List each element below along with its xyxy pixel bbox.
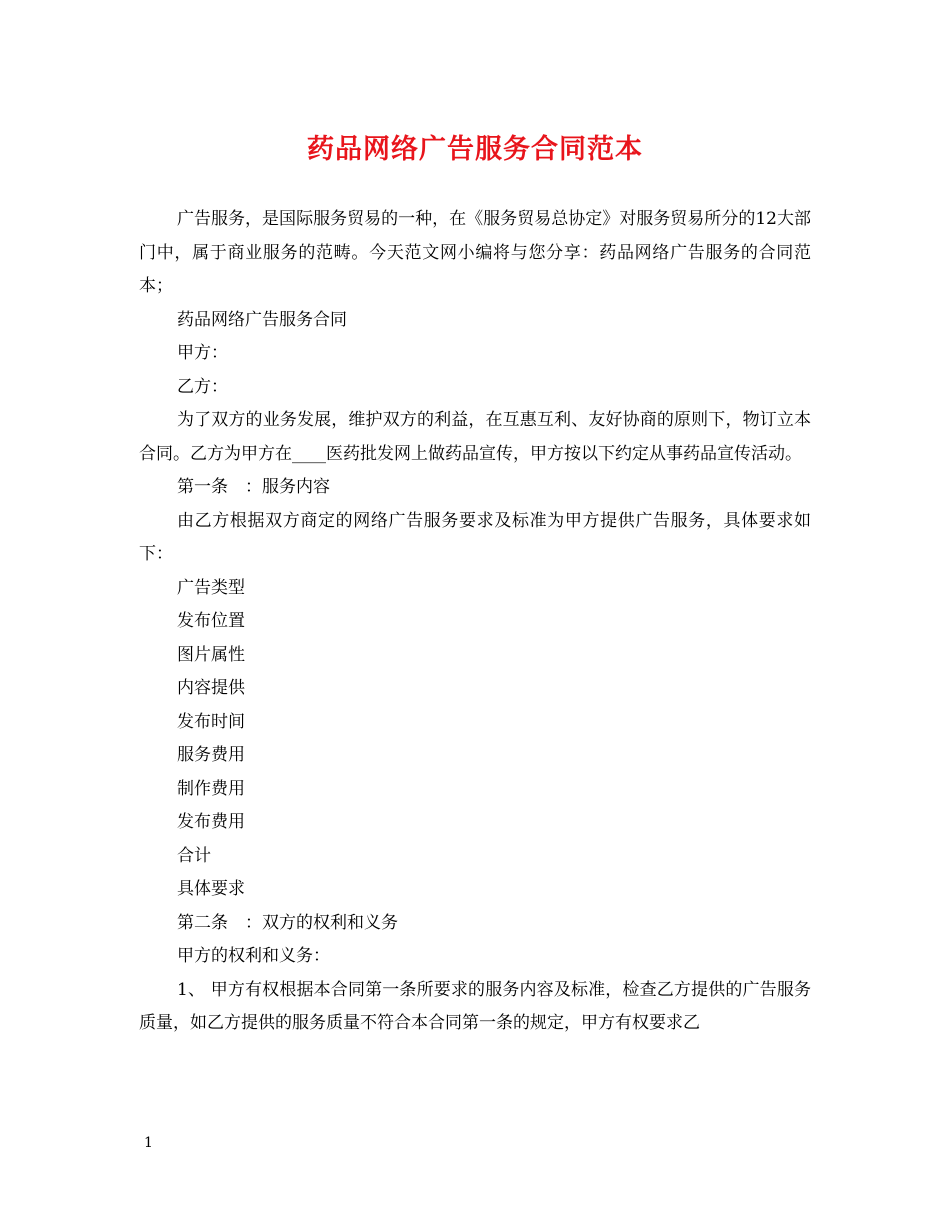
list-item: 内容提供 [177, 678, 245, 698]
article-1-heading: 第一条 ：服务内容 [177, 477, 330, 497]
paragraph-party-a-rights-heading: 甲方的权利和义务： [177, 946, 330, 966]
paragraph-party-b: 乙方： [177, 376, 228, 397]
paragraph-intro: 广告服务，是国际服务贸易的一种，在《服务贸易总协定》对服务贸易所分的12大部门中，属于商业服务的范畴。今天范文网小编将与您分享：药品网络广告服务的合同范本； [139, 209, 811, 296]
paragraph-contract-name: 药品网络广告服务合同 [177, 309, 347, 330]
paragraph-service-requirements: 由乙方根据双方商定的网络广告服务要求及标准为甲方提供广告服务，具体要求如下： [139, 510, 811, 564]
list-item: 发布位置 [177, 611, 245, 631]
document-body [139, 203, 811, 1041]
paragraph-preamble: 为了双方的业务发展，维护双方的利益，在互惠互利、友好协商的原则下，物订立本合同。乙方为甲方在____医药批发网上做药品宣传，甲方按以下约定从事药品宣传活动。 [139, 410, 811, 464]
list-item: 发布费用 [177, 812, 245, 832]
paragraph-party-a: 甲方： [177, 343, 228, 363]
list-item: 制作费用 [177, 778, 245, 799]
paragraph-party-a-right-1: 1、 甲方有权根据本合同第一条所要求的服务内容及标准，检查乙方提供的广告服务质量，如乙方提供的服务质量不符合本合同第一条的规定，甲方有权要求乙 [139, 979, 811, 1033]
list-item: 服务费用 [177, 745, 245, 765]
list-item: 合计 [177, 845, 211, 866]
list-item: 图片属性 [177, 644, 245, 665]
list-item: 广告类型 [177, 577, 245, 598]
document-title: 药品网络广告服务合同范本 [307, 134, 643, 165]
list-item: 具体要求 [177, 879, 245, 899]
page-number: 1 [144, 1135, 153, 1151]
article-2-heading: 第二条 ：双方的权利和义务 [177, 912, 398, 933]
list-item: 发布时间 [177, 711, 245, 732]
